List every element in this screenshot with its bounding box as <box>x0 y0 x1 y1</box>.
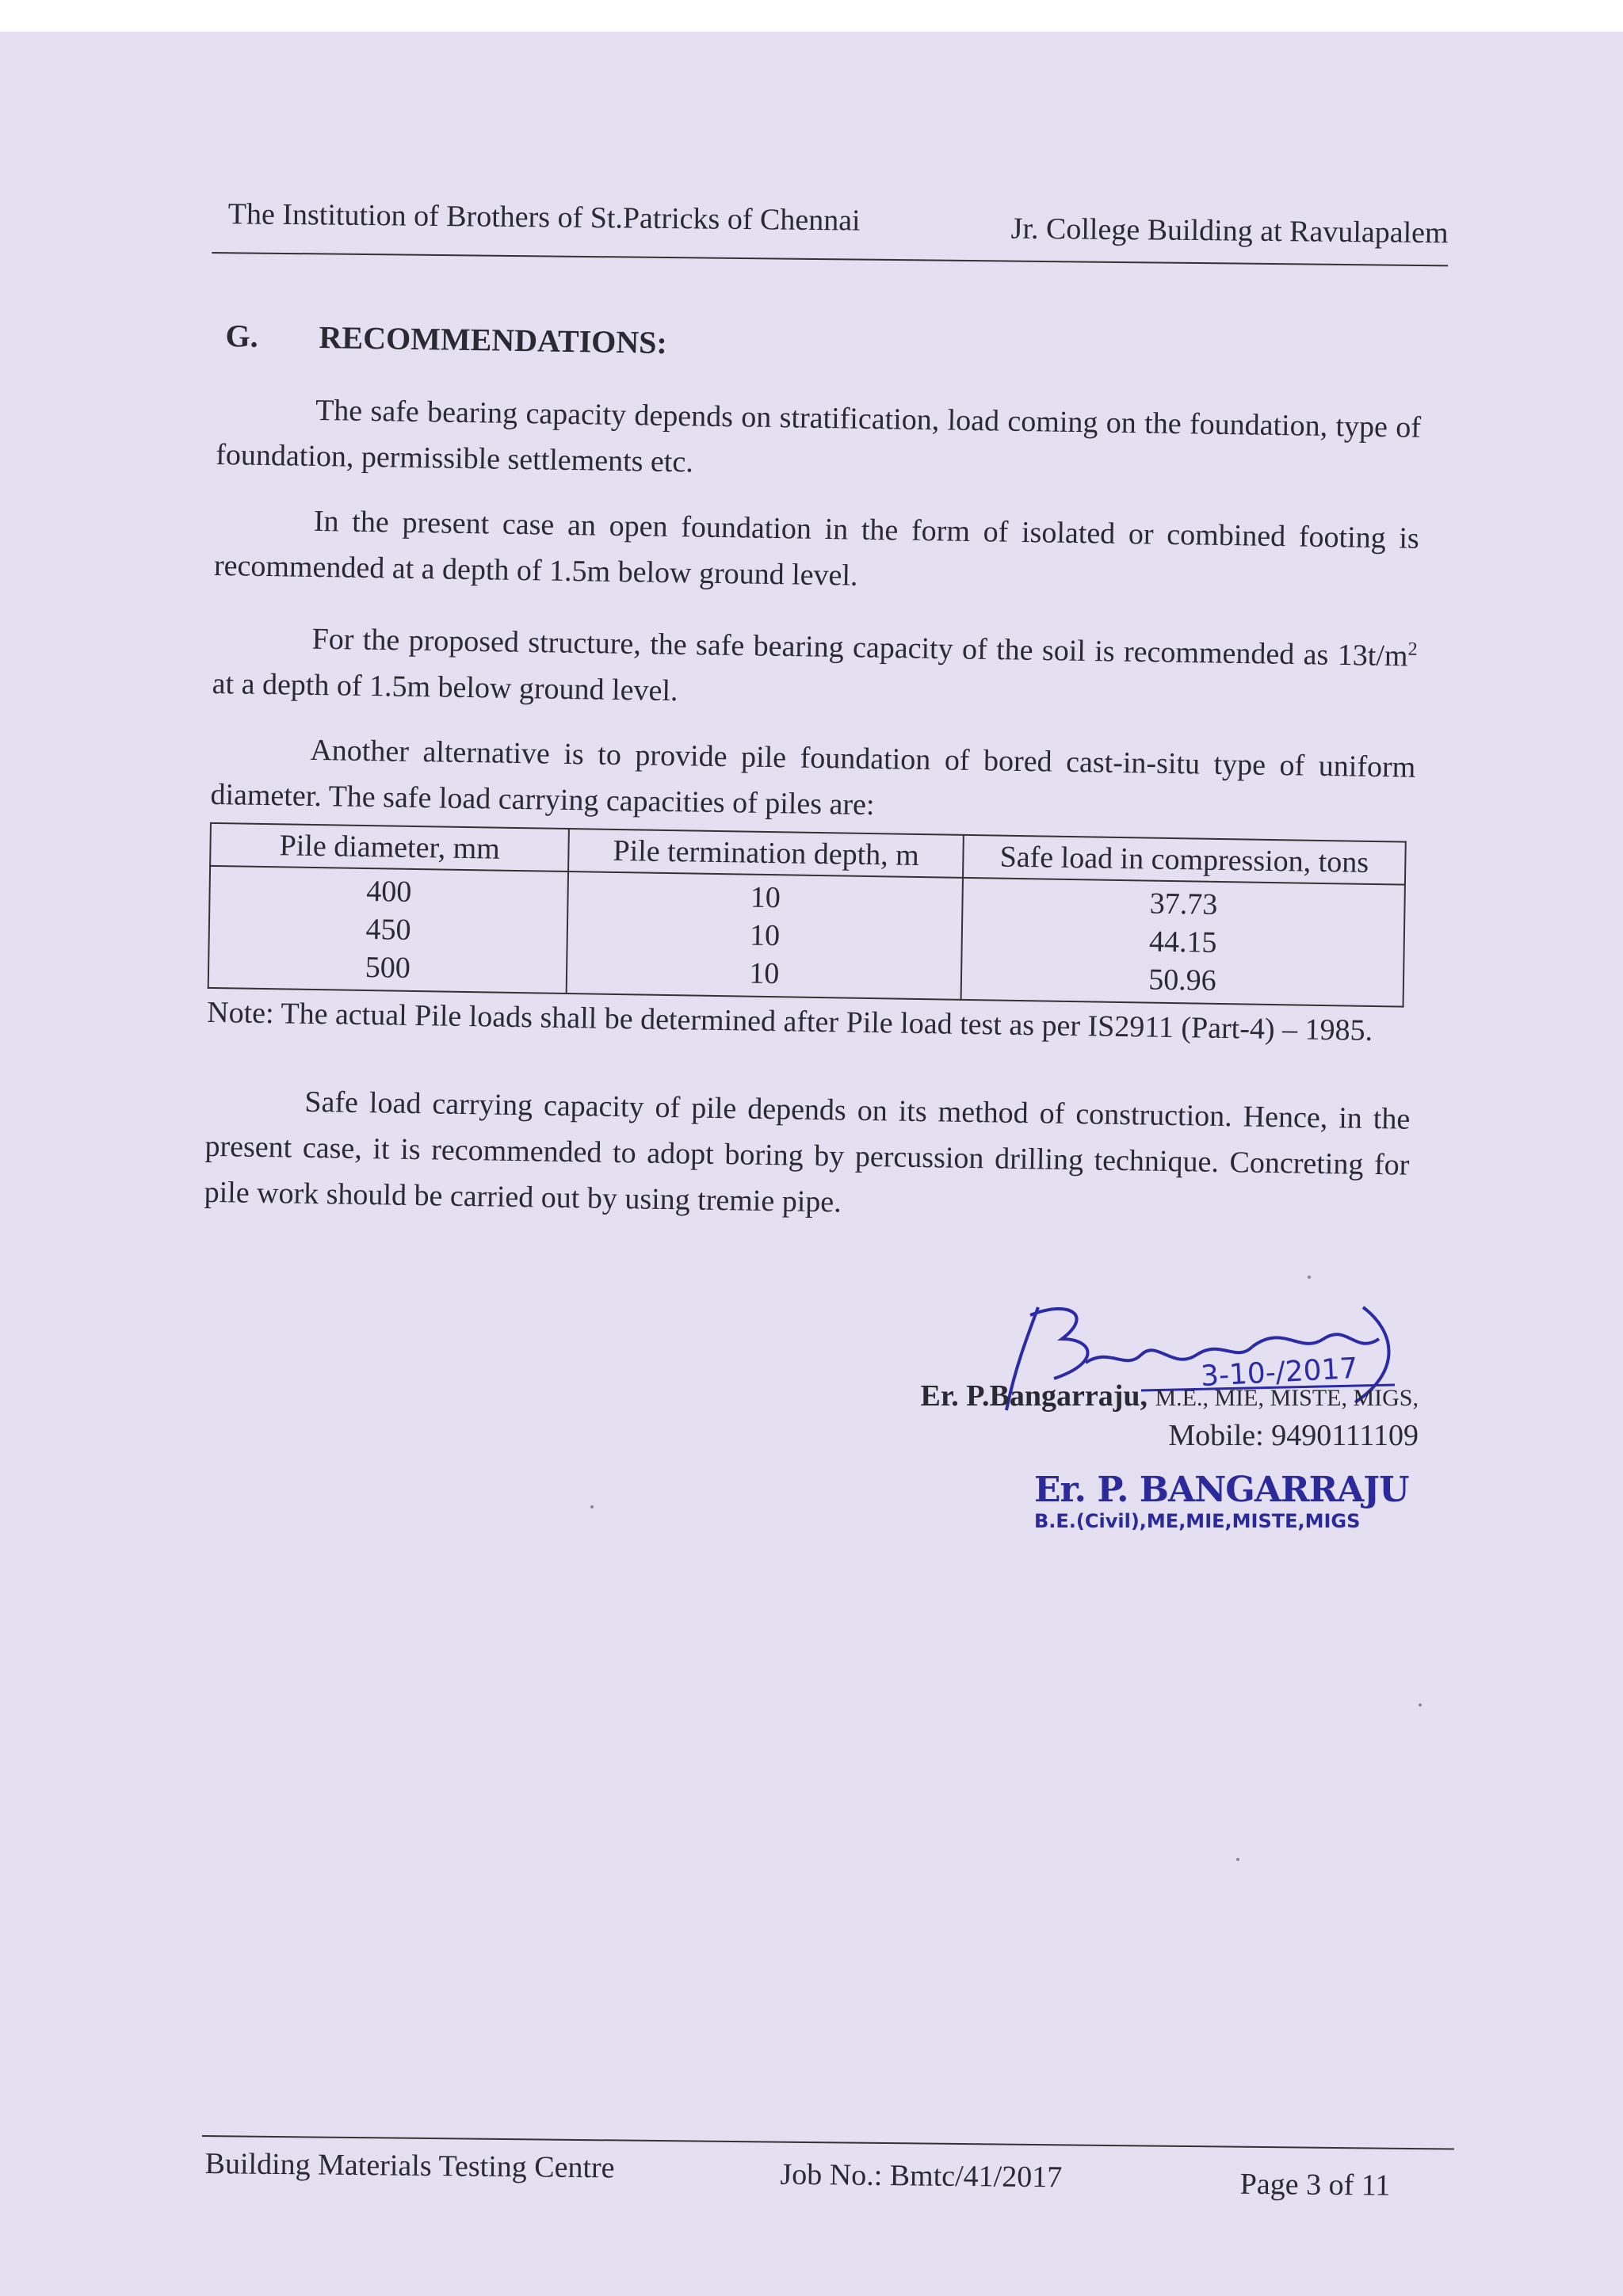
header-safe-load: Safe load in compression, tons <box>963 835 1406 885</box>
safe-load-cell <box>961 878 1405 1007</box>
diameter-cell <box>208 866 569 994</box>
safe-load-value: 44.15 <box>1148 925 1217 959</box>
section-title: RECOMMENDATIONS: <box>319 319 668 360</box>
sbc-text-after: at a depth of 1.5m below ground level. <box>212 666 678 707</box>
sbc-superscript: 2 <box>1407 639 1418 660</box>
scan-speck <box>1419 1703 1422 1707</box>
header-pile-diameter: Pile diameter, mm <box>210 823 569 871</box>
handwritten-date: 3-10-/2017 <box>1200 1352 1359 1394</box>
footer-page-number: Page 3 of 11 <box>1239 2167 1391 2203</box>
signatory-name: Er. P.Bangarraju, <box>920 1379 1148 1413</box>
safe-load-value: 37.73 <box>1149 887 1218 921</box>
header-termination-depth: Pile termination depth, m <box>568 829 963 878</box>
header-institution: The Institution of Brothers of St.Patricks of Chennai <box>227 197 861 238</box>
depth-value: 10 <box>749 918 781 952</box>
signatory-mobile: Mobile: 9490111109 <box>1168 1419 1419 1452</box>
pile-capacity-table <box>208 822 1407 1008</box>
section-letter: G. <box>225 318 259 354</box>
depth-value: 10 <box>748 956 780 990</box>
table-row <box>208 866 1405 1007</box>
main-content <box>204 317 1423 1253</box>
paragraph-pile-alternative: Another alternative is to provide pile foundation of bored cast-in-situ type of uniform diameter. The safe load carrying capacities of piles are: <box>210 733 1416 822</box>
header-project: Jr. College Building at Ravulapalem <box>1010 212 1449 250</box>
table-note: Note: The actual Pile loads shall be determined after Pile load test as per IS2911 (Part-4) – 1985. <box>206 995 1373 1047</box>
scan-speck <box>1308 1276 1311 1279</box>
signatory-block <box>848 1379 1419 1453</box>
paragraph-sbc-value <box>212 608 1418 726</box>
footer-job-number: Job No.: Bmtc/41/2017 <box>780 2157 1063 2195</box>
scan-speck <box>590 1505 594 1508</box>
footer-organization: Building Materials Testing Centre <box>204 2147 615 2185</box>
paragraph-construction-method: Safe load carrying capacity of pile depends on its method of construction. Hence, in the present case, it is recommended to adopt boring by percussion drilling technique. Concreting for pile work should be carried out by using tremie pipe. <box>204 1085 1411 1219</box>
sbc-text-before: For the proposed structure, the safe bearing capacity of the soil is recommended as 13t/m <box>311 622 1408 673</box>
safe-load-value: 50.96 <box>1148 963 1217 997</box>
engineer-stamp <box>1034 1470 1408 1532</box>
scan-speck <box>1236 1858 1239 1861</box>
diameter-value: 450 <box>365 912 411 947</box>
diameter-value: 400 <box>365 874 412 909</box>
stamp-name: Er. P. BANGARRAJU <box>1034 1470 1409 1510</box>
paragraph-open-foundation: In the present case an open foundation in the form of isolated or combined footing is recommended at a depth of 1.5m below ground level. <box>213 504 1420 593</box>
signatory-line <box>848 1379 1419 1413</box>
depth-value: 10 <box>750 880 781 914</box>
stamp-qualifications: B.E.(Civil),ME,MIE,MISTE,MIGS <box>1034 1510 1361 1532</box>
page-footer <box>201 2135 1454 2214</box>
depth-cell <box>567 871 963 1000</box>
diameter-value: 500 <box>365 950 411 985</box>
signatory-qualifications: M.E., MIE, MISTE, MIGS, <box>1155 1385 1419 1411</box>
paragraph-sbc-factors: The safe bearing capacity depends on stratification, load coming on the foundation, type of foundation, permissible settlements etc. <box>215 393 1422 479</box>
